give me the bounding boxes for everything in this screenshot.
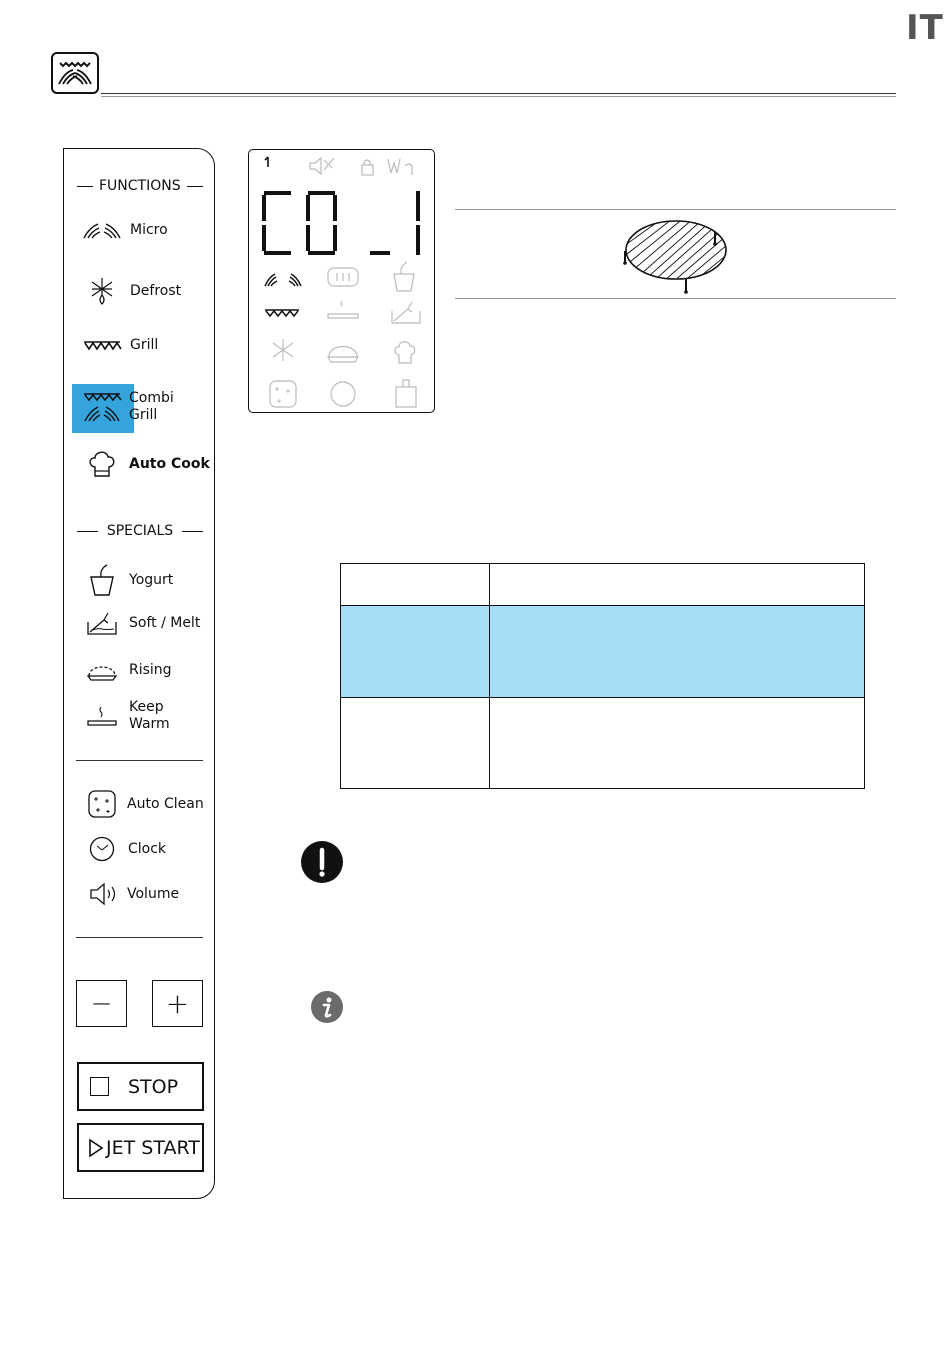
function-defrost-button[interactable]: [88, 276, 181, 306]
table-row-highlighted: [341, 606, 865, 698]
auto-clean-icon: [88, 790, 116, 818]
table-cell: [490, 564, 865, 606]
specials-title-text: SPECIALS: [106, 523, 174, 539]
display-auto-clean-icon: [270, 381, 296, 407]
special-soft-melt-button[interactable]: [86, 610, 200, 636]
keep-warm-line2: Warm: [129, 716, 170, 732]
special-rising-button[interactable]: [86, 658, 172, 682]
display-keep-warm-icon: [328, 301, 358, 318]
table-cell: [490, 698, 865, 789]
function-auto-cook-label: Auto Cook: [129, 455, 210, 472]
panel-divider-1: [76, 760, 203, 761]
display-yogurt-icon: [394, 262, 414, 291]
volume-button[interactable]: [89, 881, 179, 907]
display-steam-icon: [328, 268, 358, 286]
lcd-display: [248, 149, 435, 413]
header-divider-secondary: [101, 96, 896, 97]
speaker-icon: [89, 881, 119, 907]
table-cell: [341, 564, 490, 606]
plus-button[interactable]: [152, 980, 203, 1027]
display-clock-icon: [331, 382, 355, 406]
table-cell: [341, 606, 490, 698]
rack-section-top-rule: [455, 209, 896, 210]
display-function-icons: [248, 149, 435, 413]
jet-start-button[interactable]: [77, 1123, 204, 1172]
special-rising-label: Rising: [129, 661, 172, 678]
special-yogurt-label: Yogurt: [129, 571, 174, 588]
combi-grill-icon: [82, 389, 122, 425]
functions-section-title: [77, 178, 203, 194]
display-grill-icon: [265, 310, 299, 316]
function-grill-button[interactable]: [82, 335, 158, 355]
grill-icon: [82, 335, 122, 355]
minus-label: −: [90, 988, 113, 1019]
display-soft-melt-icon: [392, 302, 420, 323]
keep-warm-line1: Keep: [129, 699, 164, 715]
rising-dough-icon: [86, 658, 118, 682]
functions-table: [340, 563, 865, 789]
defrost-icon: [88, 276, 116, 306]
chef-hat-icon: [86, 448, 118, 480]
display-defrost-icon: [273, 339, 293, 361]
yogurt-icon: [88, 563, 116, 597]
minus-button[interactable]: [76, 980, 127, 1027]
combi-grill-line2: Grill: [129, 407, 158, 423]
display-auto-cook-icon: [394, 341, 414, 362]
function-micro-button[interactable]: [82, 220, 168, 240]
function-combi-grill-label: [129, 390, 174, 424]
special-soft-melt-label: Soft / Melt: [129, 614, 201, 631]
stop-button[interactable]: [77, 1062, 204, 1111]
clock-label: Clock: [128, 840, 167, 857]
function-defrost-label: Defrost: [130, 282, 182, 299]
function-micro-label: Micro: [130, 221, 168, 238]
special-keep-warm-label: [129, 699, 170, 733]
stop-label: STOP: [128, 1075, 179, 1098]
panel-divider-2: [76, 937, 203, 938]
function-combi-grill-button[interactable]: [82, 389, 174, 425]
display-weight-icon: [396, 380, 416, 407]
specials-section-title: [77, 523, 203, 539]
functions-title-text: FUNCTIONS: [99, 178, 181, 194]
display-micro-icon: [265, 274, 301, 286]
special-keep-warm-button[interactable]: [84, 699, 170, 733]
auto-clean-label: Auto Clean: [127, 795, 204, 812]
warning-icon: [301, 841, 343, 883]
function-auto-cook-button[interactable]: [86, 448, 210, 480]
micro-icon: [82, 220, 122, 240]
jet-start-label: JET START: [106, 1136, 200, 1159]
table-row: [341, 698, 865, 789]
microwave-logo-icon: [51, 52, 99, 94]
grill-rack-icon: [620, 218, 732, 302]
table-row: [341, 564, 865, 606]
auto-clean-button[interactable]: [88, 790, 204, 818]
plus-label: +: [165, 987, 190, 1020]
play-triangle-icon: [88, 1138, 104, 1158]
clock-icon: [89, 836, 115, 862]
soft-melt-icon: [86, 610, 118, 636]
volume-label: Volume: [127, 885, 180, 902]
language-code: IT: [906, 8, 944, 48]
display-rising-icon: [328, 346, 358, 362]
header-divider: [101, 93, 896, 94]
info-icon: [311, 991, 343, 1023]
special-yogurt-button[interactable]: [88, 563, 173, 597]
combi-grill-line1: Combi: [129, 390, 174, 406]
table-cell: [341, 698, 490, 789]
table-cell: [490, 606, 865, 698]
function-grill-label: Grill: [130, 336, 159, 353]
clock-button[interactable]: [89, 836, 166, 862]
stop-square-icon: [90, 1077, 109, 1096]
keep-warm-icon: [84, 701, 120, 731]
